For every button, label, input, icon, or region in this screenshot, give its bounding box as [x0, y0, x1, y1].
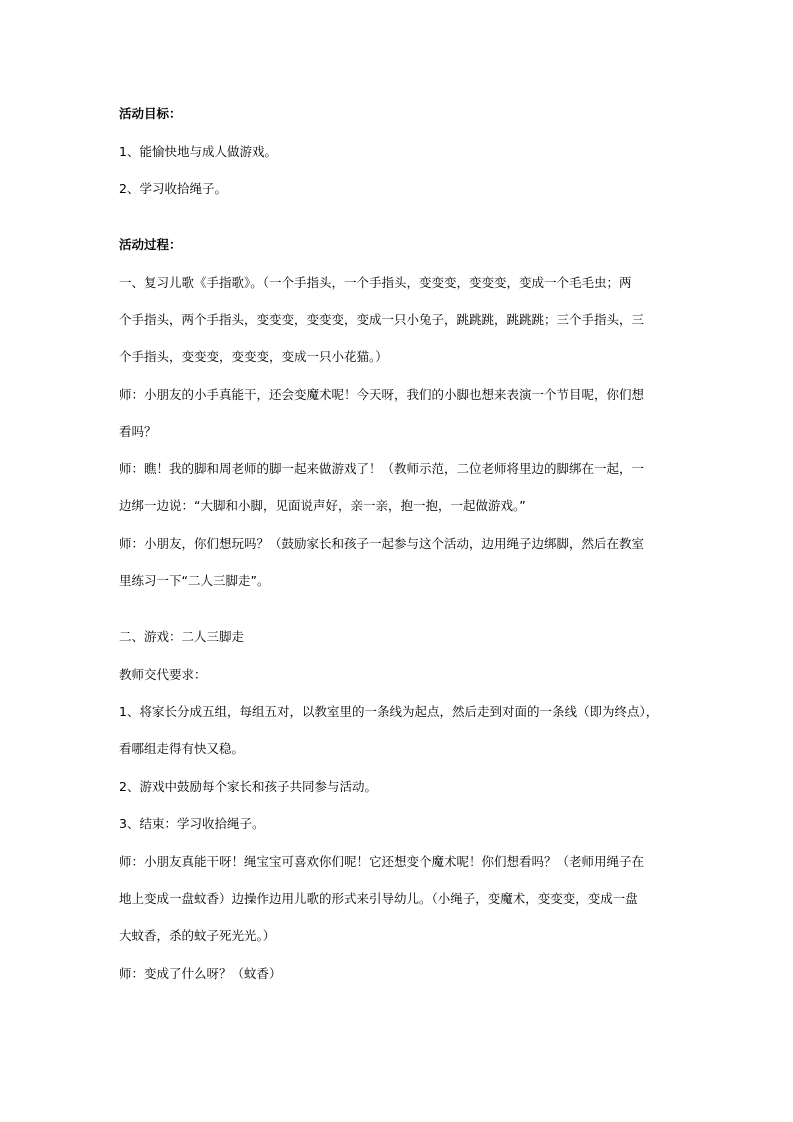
requirement-item-2: 2、游戏中鼓励每个家长和孩子共同参与活动。 — [119, 779, 377, 794]
goal-item-1: 1、能愉快地与成人做游戏。 — [119, 144, 277, 159]
paragraph-line: 师：小朋友真能干呀！绳宝宝可喜欢你们呢！它还想变个魔术呢！你们想看吗？（老师用绳子在 — [119, 854, 645, 869]
paragraph-line: 里练习一下“二人三脚走”。 — [119, 573, 270, 588]
paragraph-line: 地上变成一盘蚊香）边操作边用儿歌的形式来引导幼儿。（小绳子，变魔术，变变变，变成一盘 — [119, 891, 638, 906]
requirement-item-1: 1、将家长分成五组，每组五对，以教室里的一条线为起点，然后走到对面的一条线（即为终点）， — [119, 704, 659, 719]
paragraph-line: 师：小朋友的小手真能干，还会变魔术呢！今天呀，我们的小脚也想来表演一个节目呢，你们想 — [119, 387, 645, 402]
requirement-item-1-cont: 看哪组走得有快又稳。 — [119, 741, 245, 756]
paragraph-line: 师：瞧！我的脚和周老师的脚一起来做游戏了！（教师示范，二位老师将里边的脚绑在一起，一 — [119, 461, 645, 476]
heading-activity-process: 活动过程： — [119, 237, 182, 252]
paragraph-line: 大蚊香，杀的蚊子死光光。） — [119, 928, 276, 943]
paragraph-line: 个手指头，变变变，变变变，变成一只小花猫。） — [119, 349, 388, 364]
paragraph-line: 一、复习儿歌《手指歌》。（一个手指头，一个手指头，变变变，变变变，变成一个毛毛虫；两 — [119, 275, 632, 290]
heading-activity-goals: 活动目标： — [119, 106, 182, 121]
paragraph-line: 看吗？ — [119, 424, 157, 439]
paragraph-line: 师：变成了什么呀？（蚊香） — [119, 966, 282, 981]
paragraph-line: 师：小朋友，你们想玩吗？（鼓励家长和孩子一起参与这个活动，边用绳子边绑脚，然后在教室 — [119, 536, 645, 551]
paragraph-line: 个手指头，两个手指头，变变变，变变变，变成一只小兔子，跳跳跳，跳跳跳；三个手指头，三 — [119, 312, 645, 327]
section-heading-game: 二、游戏：二人三脚走 — [119, 629, 245, 644]
goal-item-2: 2、学习收拾绳子。 — [119, 181, 227, 196]
teacher-requirements-label: 教师交代要求： — [119, 667, 207, 682]
paragraph-line: 边绑一边说：“大脚和小脚，见面说声好，亲一亲，抱一抱，一起做游戏。” — [119, 498, 526, 513]
requirement-item-3: 3、结束：学习收拾绳子。 — [119, 816, 265, 831]
